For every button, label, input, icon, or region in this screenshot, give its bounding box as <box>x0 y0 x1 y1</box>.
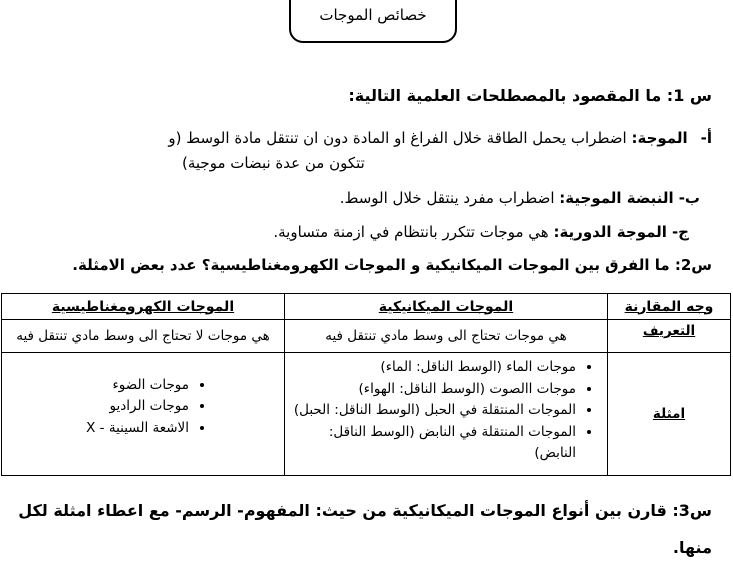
example-item: • موجات الماء (الوسط الناقل: الماء) <box>292 357 576 379</box>
definition-wave-text-line2: تتكون من عدة نبضات موجية) <box>182 154 365 172</box>
definition-item-wave-pulse <box>340 186 700 211</box>
title-box-label: خصائص الموجات <box>319 6 427 24</box>
definition-item-wave <box>20 126 712 176</box>
term-wave-pulse: النبضة الموجية: <box>559 189 674 207</box>
definition-periodic-wave-text: هي موجات تتكرر بانتظام في ازمنة متساوية. <box>273 223 549 241</box>
question-3-heading: س3: قارن بين أنواع الموجات الميكانيكية من حيث: المفهوم- الرسم- مع اعطاء امثلة لكل منها. <box>18 501 712 557</box>
header-electromagnetic-waves: الموجات الكهرومغناطيسية <box>2 294 285 320</box>
row-label-definition: التعريف <box>608 320 731 353</box>
example-item: • موجات الضوء <box>9 375 189 397</box>
mechanical-examples-list <box>288 354 604 465</box>
header-mechanical-waves: الموجات الميكانيكية <box>285 294 608 320</box>
definition-wave-text: اضطراب يحمل الطاقة خلال الفراغ او المادة دون ان تنتقل مادة الوسط (و <box>168 129 627 147</box>
example-item: • الموجات المنتقلة في النابض (الوسط الناقل: النابض) <box>292 422 576 465</box>
table-header-row <box>2 294 731 320</box>
item-marker: أ- <box>700 129 712 147</box>
item-marker: ب- <box>678 189 700 207</box>
question-1-heading: س 1: ما المقصود بالمصطلحات العلمية التالية: <box>348 86 712 105</box>
comparison-table <box>1 293 731 476</box>
term-wave: الموجة: <box>631 129 688 147</box>
electromagnetic-definition: هي موجات لا تحتاج الى وسط مادي تنتقل فيه <box>2 320 285 353</box>
definition-wave-pulse-text: اضطراب مفرد ينتقل خلال الوسط. <box>339 189 555 207</box>
definition-item-periodic-wave <box>273 220 689 245</box>
mechanical-examples-cell <box>285 353 608 476</box>
item-marker: ج- <box>671 223 689 241</box>
row-label-examples: امثلة <box>608 353 731 476</box>
title-box <box>289 0 457 43</box>
example-item: • الموجات المنتقلة في الحبل (الوسط الناقل: الحبل) <box>292 400 576 422</box>
electromagnetic-examples-list <box>5 375 281 454</box>
header-comparison-aspect: وجه المقارنة <box>608 294 731 320</box>
example-item: • الاشعة السينية - X <box>9 418 189 440</box>
term-periodic-wave: الموجة الدورية: <box>553 223 667 241</box>
mechanical-definition: هي موجات تحتاج الى وسط مادي تنتقل فيه <box>285 320 608 353</box>
electromagnetic-examples-cell <box>2 353 285 476</box>
question-2-heading: س2: ما الفرق بين الموجات الميكانيكية و الموجات الكهرومغناطيسية؟ عدد بعض الامثلة. <box>72 256 712 274</box>
example-item: • موجات االصوت (الوسط الناقل: الهواء) <box>292 379 576 401</box>
example-item: • موجات الراديو <box>9 396 189 418</box>
table-row-definition <box>2 320 731 353</box>
table-row-examples <box>2 353 731 476</box>
